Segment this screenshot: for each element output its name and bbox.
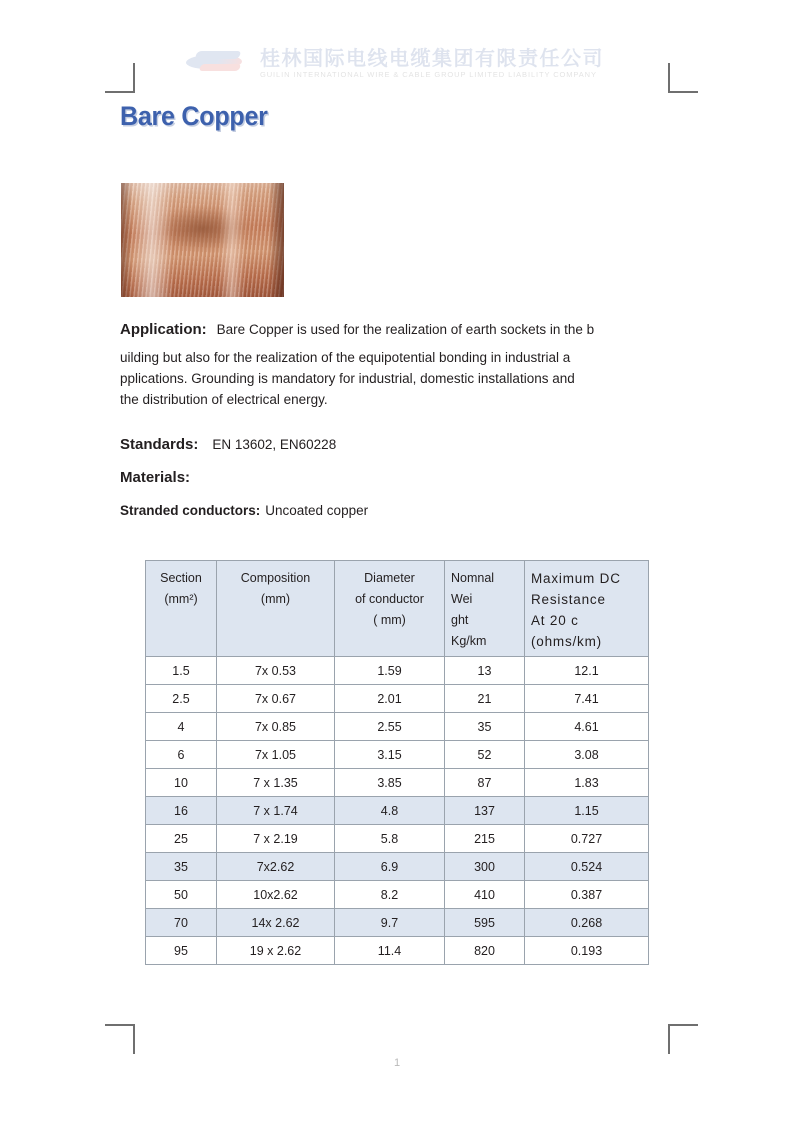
table-row — [146, 685, 649, 713]
table-cell-weight: 300 — [445, 853, 525, 881]
table-cell-resistance: 3.08 — [525, 741, 649, 769]
application-section — [120, 315, 682, 410]
table-cell-weight: 35 — [445, 713, 525, 741]
table-cell-resistance: 7.41 — [525, 685, 649, 713]
table-cell-weight: 410 — [445, 881, 525, 909]
table-cell-weight: 87 — [445, 769, 525, 797]
application-paragraph — [120, 347, 682, 410]
table-row — [146, 797, 649, 825]
application-first-line — [120, 315, 682, 345]
table-cell-section: 95 — [146, 937, 217, 965]
column-header-diameter-line1: Diameter — [364, 571, 415, 585]
application-label: Application: — [120, 321, 207, 338]
table-cell-resistance: 12.1 — [525, 657, 649, 685]
column-header-resistance-line2: Resistance — [531, 592, 606, 607]
column-header-resistance-line4: (ohms/km) — [531, 634, 602, 649]
table-cell-weight: 820 — [445, 937, 525, 965]
table-cell-section: 1.5 — [146, 657, 217, 685]
table-cell-resistance: 1.15 — [525, 797, 649, 825]
table-row — [146, 909, 649, 937]
table-row — [146, 937, 649, 965]
column-header-weight-line1: Nomnal Wei — [451, 571, 495, 606]
column-header-resistance-line3: At 20 c — [531, 613, 579, 628]
crop-mark-bottom-right — [668, 1024, 698, 1054]
table-cell-diameter: 1.59 — [335, 657, 445, 685]
table-cell-section: 16 — [146, 797, 217, 825]
table-cell-weight: 21 — [445, 685, 525, 713]
table-cell-composition: 7 x 1.35 — [217, 769, 335, 797]
table-cell-section: 70 — [146, 909, 217, 937]
table-header-row — [146, 561, 649, 657]
stranded-conductors-label: Stranded conductors: — [120, 503, 261, 518]
column-header-section-line1: Section — [160, 571, 202, 585]
standards-value: EN 13602, EN60228 — [212, 437, 337, 452]
table-cell-composition: 19 x 2.62 — [217, 937, 335, 965]
table-header — [146, 561, 649, 657]
materials-label: Materials: — [120, 469, 191, 486]
table-cell-composition: 7x2.62 — [217, 853, 335, 881]
column-header-diameter-line3: ( mm) — [373, 613, 406, 627]
company-header-logo — [186, 48, 616, 84]
table-cell-section: 10 — [146, 769, 217, 797]
column-header-weight-line3: Kg/km — [451, 634, 487, 648]
table-row — [146, 853, 649, 881]
company-name-chinese: 桂林国际电线电缆集团有限责任公司 — [260, 48, 604, 70]
column-header-diameter-line2: of conductor — [355, 592, 424, 606]
column-header-composition-line1: Composition — [240, 571, 311, 585]
table-cell-resistance: 4.61 — [525, 713, 649, 741]
table-cell-diameter: 3.85 — [335, 769, 445, 797]
table-cell-diameter: 11.4 — [335, 937, 445, 965]
column-header-resistance — [525, 561, 649, 657]
table-cell-diameter: 6.9 — [335, 853, 445, 881]
table-row — [146, 657, 649, 685]
table-cell-composition: 7 x 2.19 — [217, 825, 335, 853]
company-swoosh-logo-icon — [186, 50, 250, 76]
crop-mark-top-left — [105, 63, 135, 93]
column-header-diameter — [335, 561, 445, 657]
table-cell-composition: 10x2.62 — [217, 881, 335, 909]
stranded-conductors-row — [120, 502, 368, 520]
table-cell-weight: 13 — [445, 657, 525, 685]
table-cell-resistance: 1.83 — [525, 769, 649, 797]
table-cell-section: 25 — [146, 825, 217, 853]
table-cell-diameter: 2.01 — [335, 685, 445, 713]
table-cell-section: 2.5 — [146, 685, 217, 713]
table-cell-composition: 7x 1.05 — [217, 741, 335, 769]
table-cell-diameter: 9.7 — [335, 909, 445, 937]
table-cell-composition: 7x 0.85 — [217, 713, 335, 741]
crop-mark-bottom-left — [105, 1024, 135, 1054]
table-cell-resistance: 0.193 — [525, 937, 649, 965]
company-name-block — [260, 48, 604, 80]
standards-row — [120, 436, 336, 454]
page-title: Bare Copper — [120, 101, 268, 131]
specification-table — [145, 560, 649, 965]
application-line-2: uilding but also for the realization of the equipotential bonding in industrial a — [120, 350, 571, 365]
table-cell-composition: 7x 0.67 — [217, 685, 335, 713]
table-cell-diameter: 4.8 — [335, 797, 445, 825]
table-cell-weight: 137 — [445, 797, 525, 825]
materials-row — [120, 469, 190, 487]
column-header-composition-line2: (mm) — [260, 592, 291, 606]
table-cell-diameter: 3.15 — [335, 741, 445, 769]
table-cell-composition: 14x 2.62 — [217, 909, 335, 937]
table-body — [146, 657, 649, 965]
column-header-composition — [217, 561, 335, 657]
column-header-weight — [445, 561, 525, 657]
table-row — [146, 769, 649, 797]
table-cell-resistance: 0.268 — [525, 909, 649, 937]
table-cell-weight: 595 — [445, 909, 525, 937]
table-cell-resistance: 0.524 — [525, 853, 649, 881]
table-cell-section: 4 — [146, 713, 217, 741]
application-line-1: Bare Copper is used for the realization of earth sockets in the b — [216, 322, 595, 337]
column-header-section — [146, 561, 217, 657]
column-header-weight-line2: ght — [451, 613, 469, 627]
stranded-conductors-value: Uncoated copper — [265, 503, 369, 518]
application-line-4: the distribution of electrical energy. — [120, 392, 328, 407]
table-cell-diameter: 8.2 — [335, 881, 445, 909]
table-cell-composition: 7x 0.53 — [217, 657, 335, 685]
table-cell-section: 35 — [146, 853, 217, 881]
table-cell-section: 6 — [146, 741, 217, 769]
table-row — [146, 825, 649, 853]
table-row — [146, 713, 649, 741]
table-cell-weight: 52 — [445, 741, 525, 769]
page-number: 1 — [393, 1057, 401, 1069]
table-row — [146, 881, 649, 909]
company-name-english: GUILIN INTERNATIONAL WIRE & CABLE GROUP LIMITED LIABILITY COMPANY — [260, 70, 597, 79]
crop-mark-top-right — [668, 63, 698, 93]
table-cell-diameter: 2.55 — [335, 713, 445, 741]
column-header-section-line2: (mm²) — [164, 592, 198, 606]
table-cell-diameter: 5.8 — [335, 825, 445, 853]
product-photo-copper-coil — [121, 183, 284, 297]
standards-label: Standards: — [120, 436, 199, 453]
table-cell-section: 50 — [146, 881, 217, 909]
table-cell-weight: 215 — [445, 825, 525, 853]
application-line-3: pplications. Grounding is mandatory for industrial, domestic installations and — [120, 371, 575, 386]
table-cell-resistance: 0.387 — [525, 881, 649, 909]
table-cell-resistance: 0.727 — [525, 825, 649, 853]
table-cell-composition: 7 x 1.74 — [217, 797, 335, 825]
table-row — [146, 741, 649, 769]
column-header-resistance-line1: Maximum DC — [531, 571, 621, 586]
